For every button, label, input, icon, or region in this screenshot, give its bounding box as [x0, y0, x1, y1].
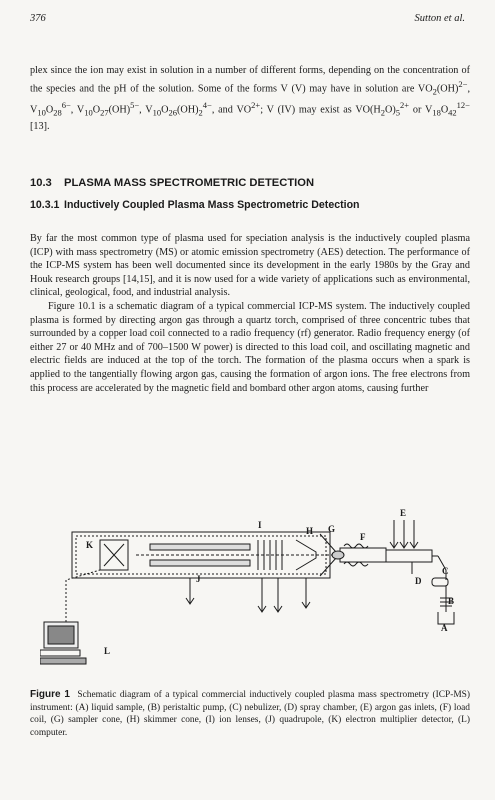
label-f: F — [360, 532, 366, 542]
spray-chamber — [386, 550, 432, 562]
argon-inlet-2 — [400, 520, 408, 548]
icp-ms-schematic — [40, 500, 455, 680]
label-l: L — [104, 646, 111, 656]
computer-screen — [48, 626, 74, 644]
computer-keyboard — [40, 658, 86, 664]
vacuum-pump-arrow-4 — [302, 578, 310, 608]
quadrupole-rod-top — [150, 544, 250, 550]
label-i: I — [258, 520, 262, 530]
label-d: D — [415, 576, 422, 586]
vacuum-pump-arrow-3 — [274, 578, 282, 612]
quadrupole-rod-bottom — [150, 560, 250, 566]
figure-caption-text: Schematic diagram of a typical commercial inductively coupled plasma mass spectrometry (ICP-MS) instrument: (A) liquid sample, (B) peristaltic pump, (C) nebulizer, (D) spray chamber, (E) argon gas inlets, (F) load coil, (G) sampler cone, (H) skimmer cone, (I) ion lenses, (J) quadrupole, (K) electron multiplier detector, (L) computer. — [30, 690, 470, 738]
body-paragraph-2: Figure 10.1 is a schematic diagram of a typical commercial ICP-MS system. The inductively coupled plasma is formed by directing argon gas through a quartz torch, comprised of three concentric tubes that surrounded by a copper load coil connected to a radio frequency (rf) generator. Radio frequency energy (of either 27 or 40 MHz and of 700–1500 W power) is directed to this load coil, and oscillating magnetic and electric fields are induced at the top of the torch. The formation of the plasma occurs when a spark is applied to the tangentially flowing argon gas, causing the formation of argon ions. The free electrons from this process are accelerated by the magnetic field and bombard other argon atoms, causing further — [30, 300, 470, 394]
vacuum-pump-arrow-1 — [186, 578, 194, 604]
label-a: A — [441, 623, 448, 633]
label-b: B — [447, 596, 454, 606]
label-h: H — [306, 526, 314, 536]
body-paragraph-1: By far the most common type of plasma used for speciation analysis is the inductively coupled plasma (ICP) with mass spectrometry (MS) or atomic emission spectrometry (AES) detection. The performance of the ICP-MS system has been well documented since its development in the early 1980s by the Gray and Houk research groups [14,15], and it is now used for a wide variety of applications such as environmental, clinical, geological, food, and industrial analysis. — [30, 233, 470, 299]
intro-paragraph: plex since the ion may exist in solution in a number of different forms, depending on the concentration of the species and the pH of the solution. Some of the forms V (V) may have in solution are $VO_2(OH)^{2-}$, $V_{10}O_{28}^{6-}$, $V_{10}O_{27}(OH)^{5-}$, $V_{10}O_{26}(OH)_2^{4-}$, and $VO^{2+}$; V (IV) may exist as $VO(H_2O)_5^{2+}$ or $V_{18}O_{42}^{12-}$ [13]. — [30, 65, 470, 132]
label-j: J — [196, 574, 201, 584]
plasma — [332, 551, 344, 559]
figure-caption — [30, 689, 470, 739]
page-number: 376 — [30, 13, 46, 24]
label-e: E — [400, 508, 407, 518]
computer-base — [40, 650, 80, 656]
body-text — [30, 232, 470, 395]
argon-inlet-1 — [390, 520, 398, 548]
subsection-title: Inductively Coupled Plasma Mass Spectrometric Detection — [64, 199, 360, 211]
section-number: 10.3 — [30, 177, 52, 189]
section-title: PLASMA MASS SPECTROMETRIC DETECTION — [64, 177, 315, 189]
label-c: C — [442, 566, 449, 576]
section-heading — [30, 177, 314, 189]
plasma-torch — [340, 548, 386, 562]
subsection-heading — [30, 199, 430, 212]
subsection-number: 10.3.1 — [30, 199, 60, 211]
running-head: Sutton et al. — [414, 13, 465, 24]
figure-label: Figure 1 — [30, 689, 70, 700]
argon-inlet-3 — [410, 520, 418, 548]
label-g: G — [328, 524, 336, 534]
label-k: K — [86, 540, 94, 550]
detector-dynodes — [104, 544, 124, 566]
vacuum-pump-arrow-2 — [258, 578, 266, 612]
load-coil — [344, 544, 368, 566]
